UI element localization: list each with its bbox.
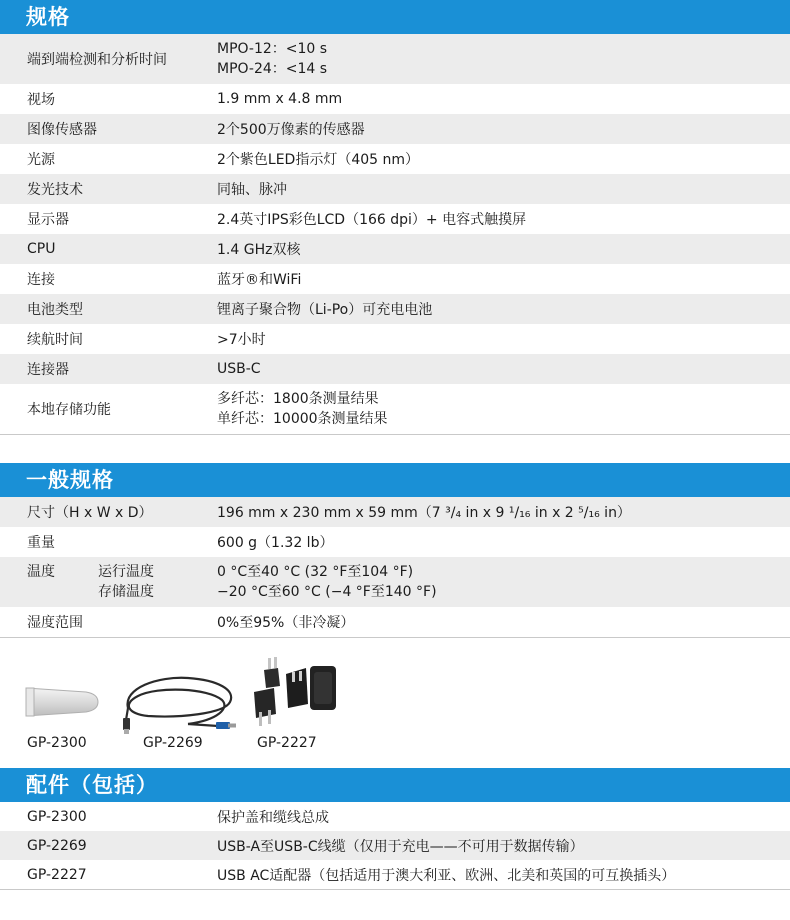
accessory-code: GP-2300 [27, 808, 87, 825]
spec-value: 蓝牙®和WiFi [217, 272, 302, 288]
spec-key [0, 562, 217, 602]
spec-key: 连接器 [27, 362, 69, 378]
storage-temp-label: 存储温度 [98, 584, 154, 600]
ac-adapter-image [250, 652, 340, 736]
accessory-label: GP-2300 [27, 735, 87, 751]
spec-value: USB-C [217, 361, 261, 377]
general-row-humidity [0, 607, 790, 637]
temperature-label: 温度 [27, 564, 55, 580]
spec-row [0, 234, 790, 264]
spec-value: MPO-12：<10 s MPO-24：<14 s [217, 41, 328, 77]
accessory-row [0, 831, 790, 860]
spec-key: 连接 [27, 272, 55, 288]
spec-row [0, 84, 790, 114]
spec-value: 2个500万像素的传感器 [217, 122, 365, 138]
spec-table [0, 34, 790, 435]
accessory-desc: 保护盖和缆线总成 [217, 809, 329, 826]
accessory-desc: USB AC适配器（包括适用于澳大利亚、欧洲、北美和英国的可互换插头） [217, 867, 676, 884]
section-title-spec: 规格 [0, 0, 790, 34]
spec-key: 电池类型 [27, 302, 83, 318]
general-row-temperature [0, 557, 790, 607]
spec-value: 1.4 GHz双核 [217, 242, 301, 258]
spec-key: 续航时间 [27, 332, 83, 348]
accessory-row [0, 802, 790, 831]
spec-value: 0%至95%（非冷凝） [217, 615, 355, 631]
general-row-size [0, 497, 790, 527]
spec-key: 显示器 [27, 212, 69, 228]
spec-row [0, 114, 790, 144]
spec-key: 发光技术 [27, 182, 83, 198]
spec-row [0, 324, 790, 354]
spec-key: 尺寸（H x W x D） [27, 505, 153, 521]
spec-key: 重量 [27, 535, 55, 551]
spec-value: 0 °C至40 °C (32 °F至104 °F) −20 °C至60 °C (−4 °F至140 °F) [217, 564, 437, 600]
accessory-desc: USB-A至USB-C线缆（仅用于充电——不可用于数据传输） [217, 838, 584, 855]
spec-value: 2.4英寸IPS彩色LCD（166 dpi）+ 电容式触摸屏 [217, 212, 527, 228]
spec-key: 光源 [27, 152, 55, 168]
section-title-general: 一般规格 [0, 463, 790, 497]
spec-value: >7小时 [217, 332, 266, 348]
accessory-label: GP-2269 [143, 735, 203, 751]
spec-key: 图像传感器 [27, 122, 97, 138]
usb-cable-image [118, 658, 240, 738]
spec-row [0, 174, 790, 204]
spec-value: 2个紫色LED指示灯（405 nm） [217, 152, 420, 168]
spec-row [0, 384, 790, 434]
accessory-images [0, 638, 790, 768]
spec-row [0, 204, 790, 234]
spec-key: 视场 [27, 92, 55, 108]
spec-row [0, 264, 790, 294]
spec-value: 多纤芯：1800条测量结果 单纤芯：10000条测量结果 [217, 391, 388, 427]
accessory-row [0, 860, 790, 889]
accessory-code: GP-2269 [27, 837, 87, 854]
accessories-table [0, 802, 790, 890]
spec-row [0, 34, 790, 84]
general-table [0, 497, 790, 638]
spec-key: 湿度范围 [27, 615, 83, 631]
operating-temp-label: 运行温度 [98, 564, 154, 580]
spec-value: 600 g（1.32 lb） [217, 535, 334, 551]
spec-key: 端到端检测和分析时间 [27, 52, 167, 68]
section-title-accessories: 配件（包括） [0, 768, 790, 802]
spec-key: CPU [27, 241, 56, 257]
spec-row [0, 354, 790, 384]
spec-value: 同轴、脉冲 [217, 182, 287, 198]
spec-value: 锂离子聚合物（Li-Po）可充电电池 [217, 302, 433, 318]
accessory-label: GP-2227 [257, 735, 317, 751]
accessory-code: GP-2227 [27, 866, 87, 883]
spec-value: 1.9 mm x 4.8 mm [217, 91, 343, 107]
spec-value: 196 mm x 230 mm x 59 mm（7 ³/₄ in x 9 ¹/₁₆ in x 2 ⁵/₁₆ in） [217, 505, 631, 521]
protective-cap-image [24, 684, 100, 720]
spec-row [0, 144, 790, 174]
spec-row [0, 294, 790, 324]
general-row-weight [0, 527, 790, 557]
spec-key: 本地存储功能 [27, 402, 111, 418]
